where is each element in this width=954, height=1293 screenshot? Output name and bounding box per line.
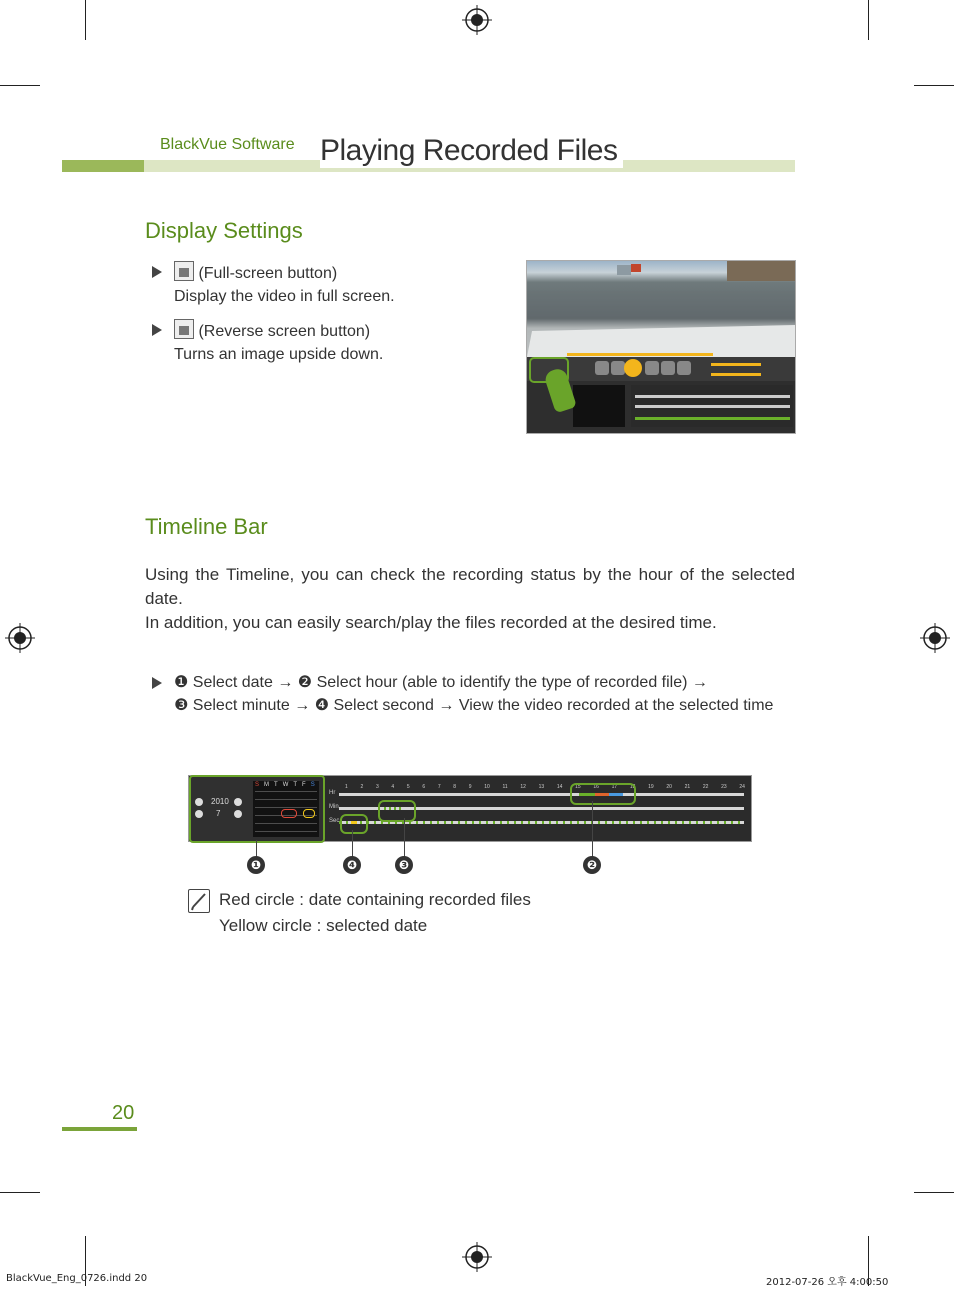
callout-number-3: ❸ — [395, 856, 413, 874]
registration-mark-icon — [920, 623, 950, 653]
crop-mark — [868, 0, 869, 40]
timeline-steps — [174, 671, 794, 717]
volume-slider[interactable] — [711, 373, 761, 376]
registration-mark-icon — [5, 623, 35, 653]
reverse-screen-icon — [174, 319, 194, 339]
timeline-bar-heading: Timeline Bar — [145, 514, 268, 539]
mini-timeline — [631, 385, 793, 427]
calendar-year: 2010 — [211, 797, 229, 806]
page-title: Playing Recorded Files — [320, 134, 623, 168]
arrow-icon: → — [294, 697, 311, 714]
leader-line — [592, 801, 593, 858]
hour-row-label: Hr — [329, 790, 336, 796]
fullscreen-desc: Display the video in full screen. — [174, 288, 395, 305]
rewind-button[interactable] — [611, 361, 625, 375]
step-2-number: ❷ — [297, 674, 313, 691]
step-3-number: ❸ — [174, 697, 189, 714]
crop-mark — [914, 85, 954, 86]
weekday-header: SMTWTFS — [255, 782, 320, 788]
bullet-arrow-icon — [152, 324, 162, 336]
forward-button[interactable] — [661, 361, 675, 375]
leader-line — [404, 818, 405, 858]
player-screenshot — [526, 260, 796, 434]
hour-labels: 1 2 3 4 5 6 7 8 9 10 11 12 13 14 15 16 17 18 19 20 21 22 23 24 — [345, 784, 745, 790]
step-3-text: Select minute — [192, 697, 290, 714]
bullet-arrow-icon — [152, 266, 162, 278]
road-illustration — [527, 261, 795, 357]
callout-box-3 — [378, 800, 416, 822]
crop-mark — [85, 0, 86, 40]
reverse-screen-label: (Reverse screen button) — [198, 323, 371, 340]
bullet-arrow-icon — [152, 677, 162, 689]
arrow-icon: → — [438, 697, 455, 714]
page-number-bar — [62, 1127, 137, 1131]
note-text — [219, 887, 531, 939]
arrow-icon: → — [691, 674, 708, 691]
calendar-month: 7 — [216, 809, 221, 818]
mini-calendar — [573, 385, 625, 427]
note-icon — [188, 889, 210, 913]
fullscreen-label: (Full-screen button) — [198, 265, 338, 282]
second-row-label: Sec — [329, 818, 340, 824]
next-button[interactable] — [677, 361, 691, 375]
step-1-number: ❶ — [174, 674, 189, 691]
page-number: 20 — [112, 1102, 135, 1124]
footer-timestamp: 2012-07-26 오후 4:00:50 — [766, 1277, 889, 1288]
callout-box-2 — [570, 783, 636, 805]
fullscreen-icon — [174, 261, 194, 281]
timeline-para — [145, 563, 795, 635]
footer-file: BlackVue_Eng_0726.indd 20 — [6, 1273, 148, 1284]
prev-button[interactable] — [595, 361, 609, 375]
section-label: BlackVue Software — [158, 136, 299, 154]
leader-line — [352, 830, 353, 858]
display-settings-heading: Display Settings — [145, 218, 303, 243]
minute-row-label: Min — [329, 804, 339, 810]
reverse-screen-item — [174, 319, 383, 366]
crop-mark — [0, 85, 40, 86]
callout-box-1 — [189, 775, 325, 843]
step-4-number: ❹ — [314, 697, 329, 714]
timeline-para-2: In addition, you can easily search/play the files recorded at the desired time. — [145, 613, 717, 632]
registration-mark-icon — [462, 1242, 492, 1272]
arrow-icon: → — [277, 674, 294, 691]
crop-mark — [0, 1192, 40, 1193]
callout-box-4 — [340, 814, 368, 834]
step-2-text: Select hour (able to identify the type of recorded file) — [316, 674, 688, 691]
stop-button[interactable] — [645, 361, 659, 375]
note-line-2: Yellow circle : selected date — [219, 916, 428, 935]
callout-number-1: ❶ — [247, 856, 265, 874]
hour-row[interactable] — [339, 793, 744, 796]
callout-number-4: ❹ — [343, 856, 361, 874]
fullscreen-item — [174, 261, 395, 308]
crop-mark — [914, 1192, 954, 1193]
step-1-text: Select date — [192, 674, 273, 691]
reverse-screen-desc: Turns an image upside down. — [174, 346, 384, 363]
registration-mark-icon — [462, 5, 492, 35]
step-4-text: Select second — [333, 697, 434, 714]
callout-number-2: ❷ — [583, 856, 601, 874]
step-5-text: View the video recorded at the selected time — [458, 697, 774, 714]
note-line-1: Red circle : date containing recorded files — [219, 890, 531, 909]
timeline-para-1: Using the Timeline, you can check the recording status by the hour of the selected date. — [145, 565, 795, 608]
pause-button[interactable] — [624, 359, 642, 377]
progress-bar[interactable] — [567, 353, 713, 356]
speed-slider[interactable] — [711, 363, 761, 366]
